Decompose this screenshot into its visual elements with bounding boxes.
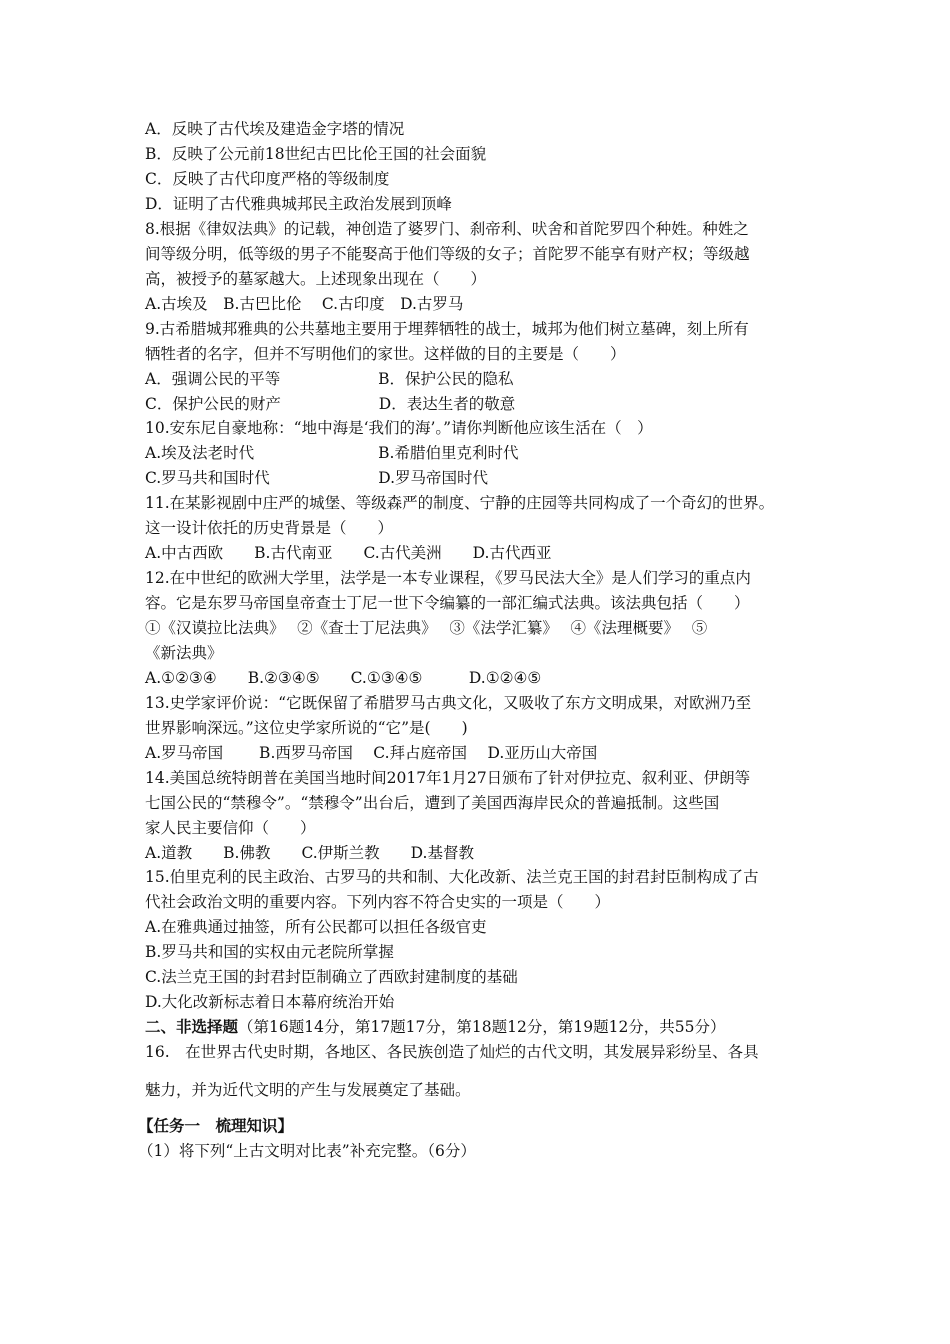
q15-stem-line-1: 15.伯里克利的民主政治、古罗马的共和制、大化改新、法兰克王国的封君封臣制构成了古 xyxy=(145,868,759,886)
q11-options: A.中古西欧 B.古代南亚 C.古代美洲 D.古代西亚 xyxy=(145,544,552,562)
q8-stem-line-3: 高，被授予的墓冢越大。上述现象出现在（ ） xyxy=(145,270,487,288)
q8-stem-line-2: 间等级分明，低等级的男子不能娶高于他们等级的女子；首陀罗不能享有财产权；等级越 xyxy=(145,245,750,263)
q11-stem-line-1: 11.在某影视剧中庄严的城堡、等级森严的制度、宁静的庄园等共同构成了一个奇幻的世界。 xyxy=(145,494,775,512)
q14-stem-line-1: 14.美国总统特朗普在美国当地时间2017年1月27日颁布了针对伊拉克、叙利亚、伊朗等 xyxy=(145,769,751,787)
q7-option-c: C．反映了古代印度严格的等级制度 xyxy=(145,170,390,188)
q15-option-a: A.在雅典通过抽签，所有公民都可以担任各级官吏 xyxy=(145,918,487,936)
q9-options-line-1: A．强调公民的平等 B．保护公民的隐私 xyxy=(145,370,514,388)
q12-stem-line-1: 12.在中世纪的欧洲大学里，法学是一本专业课程，《罗马民法大全》是人们学习的重点内 xyxy=(145,569,751,587)
q12-stem-line-4: 《新法典》 xyxy=(145,644,223,662)
q10-options-line-1: A.埃及法老时代 B.希腊伯里克利时代 xyxy=(145,444,519,462)
q7-option-d: D．证明了古代雅典城邦民主政治发展到顶峰 xyxy=(145,195,452,213)
q14-stem-line-3: 家人民主要信仰（ ） xyxy=(145,819,316,837)
q13-stem-line-1: 13.史学家评价说：“它既保留了希腊罗马古典文化，又吸收了东方文明成果，对欧洲乃至 xyxy=(145,694,752,712)
q9-stem-line-2: 牺牲者的名字，但并不写明他们的家世。这样做的目的主要是（ ） xyxy=(145,345,626,363)
q13-stem-line-2: 世界影响深远。”这位史学家所说的“它”是( ) xyxy=(145,719,468,737)
q12-stem-line-2: 容。它是东罗马帝国皇帝查士丁尼一世下令编纂的一部汇编式法典。该法典包括（ ） xyxy=(145,594,750,612)
q15-stem-line-2: 代社会政治文明的重要内容。下列内容不符合史实的一项是（ ） xyxy=(145,893,611,911)
q12-stem-line-3: ①《汉谟拉比法典》 ②《查士丁尼法典》 ③《法学汇纂》 ④《法理概要》 ⑤ xyxy=(145,619,708,637)
q7-option-b: B．反映了公元前18世纪古巴比伦王国的社会面貌 xyxy=(145,145,487,163)
q14-options: A.道教 B.佛教 C.伊斯兰教 D.基督教 xyxy=(145,844,474,862)
q15-option-c: C.法兰克王国的封君封臣制确立了西欧封建制度的基础 xyxy=(145,968,518,986)
q16-stem-line-1: 16. 在世界古代史时期，各地区、各民族创造了灿烂的古代文明，其发展异彩纷呈、各具 xyxy=(145,1043,759,1061)
q15-option-b: B.罗马共和国的实权由元老院所掌握 xyxy=(145,943,394,961)
q12-options: A.①②③④ B.②③④⑤ C.①③④⑤ D.①②④⑤ xyxy=(145,669,542,687)
section-2-title: 二、非选择题 xyxy=(145,1017,239,1036)
q16-sub-question-1: （1）将下列“上古文明对比表”补充完整。（6分） xyxy=(138,1142,476,1160)
q8-stem-line-1: 8.根据《律奴法典》的记载，神创造了婆罗门、刹帝利、吠舍和首陀罗四个种姓。种姓之 xyxy=(145,220,749,238)
section-2-heading xyxy=(145,1017,726,1037)
q11-stem-line-2: 这一设计依托的历史背景是（ ） xyxy=(145,519,394,537)
q15-option-d: D.大化改新标志着日本幕府统治开始 xyxy=(145,993,395,1011)
q9-stem-line-1: 9.古希腊城邦雅典的公共墓地主要用于埋葬牺牲的战士，城邦为他们树立墓碑，刻上所有 xyxy=(145,320,749,338)
q10-options-line-2: C.罗马共和国时代 D.罗马帝国时代 xyxy=(145,469,489,487)
section-2-score-note: （第16题14分，第17题17分，第18题12分，第19题12分，共55分） xyxy=(238,1018,726,1036)
q14-stem-line-2: 七国公民的“禁穆令”。“禁穆令”出台后，遭到了美国西海岸民众的普遍抵制。这些国 xyxy=(145,794,720,812)
q9-options-line-2: C．保护公民的财产 D．表达生者的敬意 xyxy=(145,395,516,413)
q13-options: A.罗马帝国 B.西罗马帝国 C.拜占庭帝国 D.亚历山大帝国 xyxy=(145,744,598,762)
q8-options: A.古埃及 B.古巴比伦 C.古印度 D.古罗马 xyxy=(145,295,464,313)
q16-stem-line-2: 魅力，并为近代文明的产生与发展奠定了基础。 xyxy=(145,1081,471,1099)
q7-option-a: A．反映了古代埃及建造金字塔的情况 xyxy=(145,120,405,138)
q10-stem: 10.安东尼自豪地称：“地中海是‘我们的海’。”请你判断他应该生活在（ ） xyxy=(145,419,653,437)
task-one-title: 【任务一 梳理知识】 xyxy=(138,1116,294,1135)
